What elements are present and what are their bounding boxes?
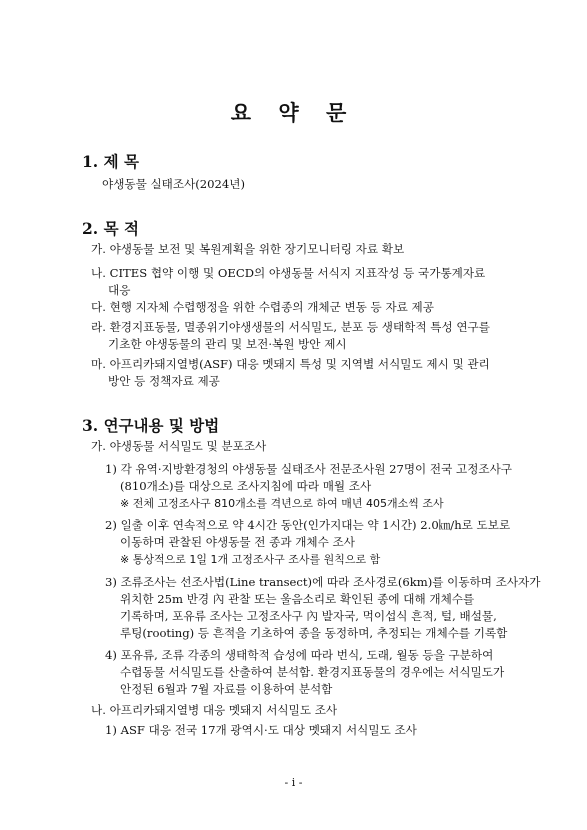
method-item-4-cont-2: 안정된 6월과 7월 자료를 이용하여 분석함 bbox=[120, 682, 333, 696]
section-1-heading: 1. 제 목 bbox=[82, 152, 139, 171]
method-item-4-cont-1: 수렵동물 서식밀도를 산출하여 분석함. 환경지표동물의 경우에는 서식밀도가 bbox=[120, 665, 505, 679]
method-item-3-cont-1: 위치한 25m 반경 內 관찰 또는 울음소리로 확인된 종에 대해 개체수를 bbox=[120, 592, 475, 606]
purpose-item-d-cont: 기초한 야생동물의 관리 및 보전·복원 방안 제시 bbox=[108, 337, 347, 351]
page-title: 요 약 문 bbox=[230, 100, 357, 125]
purpose-item-a: 가. 야생동물 보전 및 복원계획을 위한 장기모니터링 자료 확보 bbox=[91, 242, 405, 256]
method-item-3: 3) 조류조사는 선조사법(Line transect)에 따라 조사경로(6km)를 이동하며 조사자가 bbox=[105, 575, 541, 589]
section-2-heading: 2. 목 적 bbox=[82, 219, 139, 238]
purpose-item-e: 마. 아프리카돼지열병(ASF) 대응 멧돼지 특성 및 지역별 서식밀도 제시 및 관리 bbox=[91, 357, 490, 371]
purpose-item-b-cont: 대응 bbox=[108, 283, 131, 297]
method-item-2: 2) 일출 이후 연속적으로 약 4시간 동안(인가지대는 약 1시간) 2.0㎞/h로 도보로 bbox=[105, 518, 511, 532]
page-number: - i - bbox=[284, 776, 303, 789]
method-item-4: 4) 포유류, 조류 각종의 생태학적 습성에 따라 번식, 도래, 월동 등을 구분하여 bbox=[105, 648, 494, 662]
purpose-item-b: 나. CITES 협약 이행 및 OECD의 야생동물 서식지 지표작성 등 국가통계자료 bbox=[91, 266, 486, 280]
method-item-1-note: ※ 전체 고정조사구 810개소를 격년으로 하여 매년 405개소씩 조사 bbox=[120, 497, 444, 510]
section-1-body: 야생동물 실태조사(2024년) bbox=[102, 177, 246, 191]
method-item-2-note: ※ 통상적으로 1일 1개 고정조사구 조사를 원칙으로 함 bbox=[120, 553, 381, 566]
purpose-item-e-cont: 방안 등 정책자료 제공 bbox=[108, 374, 220, 388]
method-item-1-cont: (810개소)를 대상으로 조사지침에 따라 매월 조사 bbox=[120, 479, 372, 493]
section-3-heading: 3. 연구내용 및 방법 bbox=[82, 416, 220, 435]
method-sub-a: 가. 야생동물 서식밀도 및 분포조사 bbox=[91, 439, 267, 453]
method-item-3-cont-3: 루팅(rooting) 등 흔적을 기초하여 종을 동정하며, 추정되는 개체수를 기록함 bbox=[120, 626, 508, 640]
purpose-item-c: 다. 현행 지자체 수렵행정을 위한 수렵종의 개체군 변동 등 자료 제공 bbox=[91, 300, 434, 314]
method-item-1: 1) 각 유역·지방환경청의 야생동물 실태조사 전문조사원 27명이 전국 고정조사구 bbox=[105, 462, 513, 476]
method-item-b1: 1) ASF 대응 전국 17개 광역시·도 대상 멧돼지 서식밀도 조사 bbox=[105, 723, 417, 737]
method-item-3-cont-2: 기록하며, 포유류 조사는 고정조사구 內 발자국, 먹이섭식 흔적, 털, 배설물, bbox=[120, 609, 497, 623]
purpose-item-d: 라. 환경지표동물, 멸종위기야생생물의 서식밀도, 분포 등 생태학적 특성 연구를 bbox=[91, 320, 490, 334]
method-sub-b: 나. 아프리카돼지열병 대응 멧돼지 서식밀도 조사 bbox=[91, 703, 338, 717]
method-item-2-cont: 이동하며 관찰된 야생동물 전 종과 개체수 조사 bbox=[120, 535, 355, 549]
